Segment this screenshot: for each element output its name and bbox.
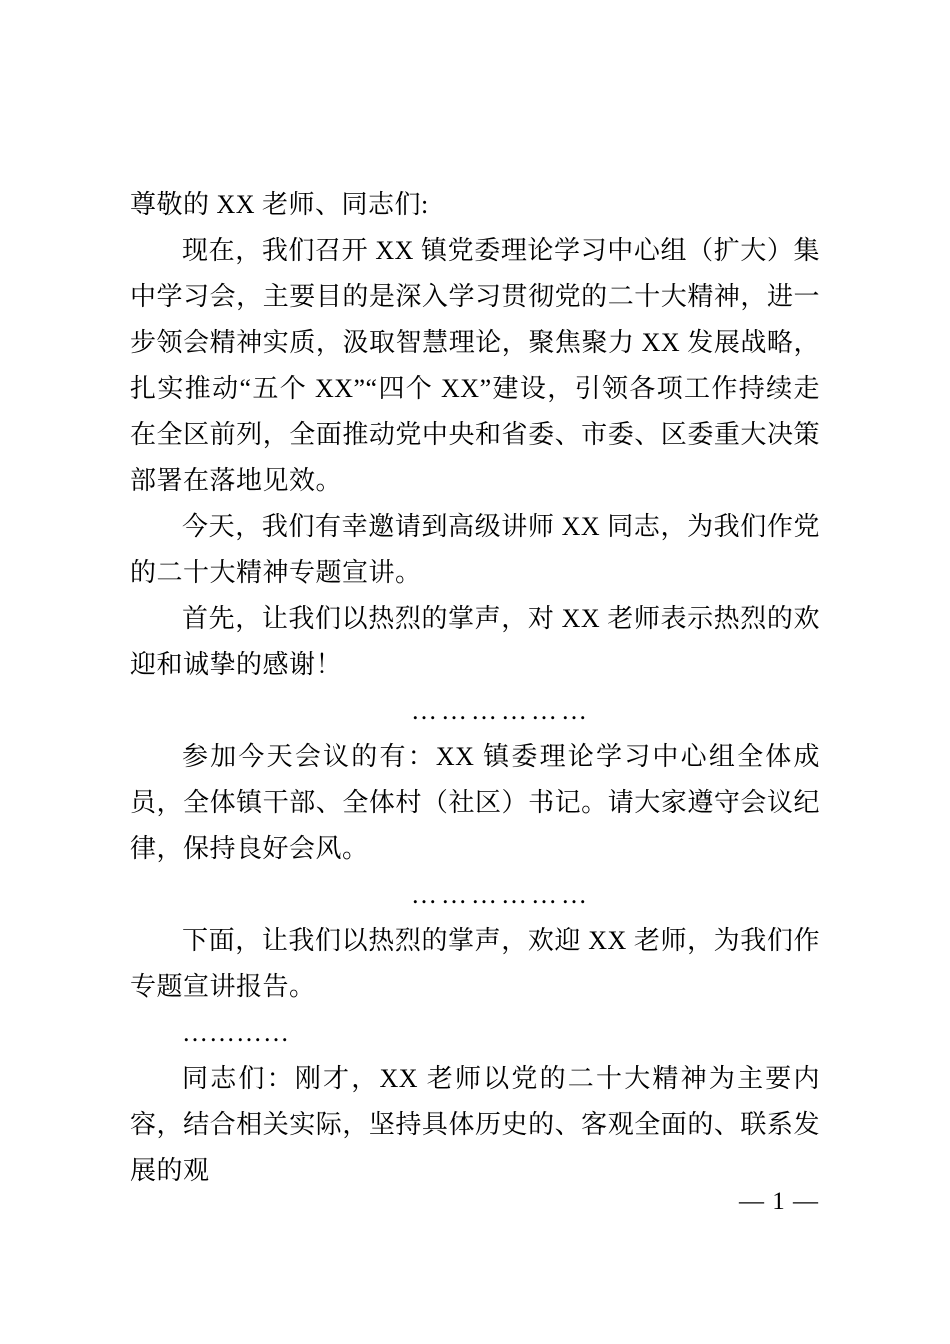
paragraph-applause-thanks: 首先，让我们以热烈的掌声，对 XX 老师表示热烈的欢迎和诚挚的感谢！ — [130, 604, 820, 679]
page-number: — 1 — — [739, 1188, 819, 1215]
ellipsis-omission: ………… — [182, 1018, 290, 1047]
paragraph-closing-summary: 同志们：刚才，XX 老师以党的二十大精神为主要内容，结合相关实际，坚持具体历史的、客观全面的、联系发展的观 — [130, 1064, 820, 1185]
paragraph-attendees-discipline: 参加今天会议的有：XX 镇委理论学习中心组全体成员，全体镇干部、全体村（社区）书记。请大家遵守会议纪律，保持良好会风。 — [130, 742, 820, 863]
ellipsis-separator-2: ……………… — [411, 880, 591, 909]
salutation-line: 尊敬的 XX 老师、同志们: — [130, 190, 429, 219]
paragraph-speaker-introduction: 今天，我们有幸邀请到高级讲师 XX 同志，为我们作党的二十大精神专题宣讲。 — [130, 512, 820, 587]
paragraph-welcome-speech: 下面，让我们以热烈的掌声，欢迎 XX 老师，为我们作专题宣讲报告。 — [130, 926, 820, 1001]
document-body — [130, 182, 820, 1194]
paragraph-meeting-opening: 现在，我们召开 XX 镇党委理论学习中心组（扩大）集中学习会，主要目的是深入学习贯彻党的二十大精神，进一步领会精神实质，汲取智慧理论，聚焦聚力 XX 发展战略，扎实推动“五个 XX”“四个 XX”建设，引领各项工作持续走在全区前列，全面推动党中央和省委、市委、区委重大决策部署在落地见效。 — [130, 236, 820, 495]
ellipsis-separator-1: ……………… — [411, 696, 591, 725]
